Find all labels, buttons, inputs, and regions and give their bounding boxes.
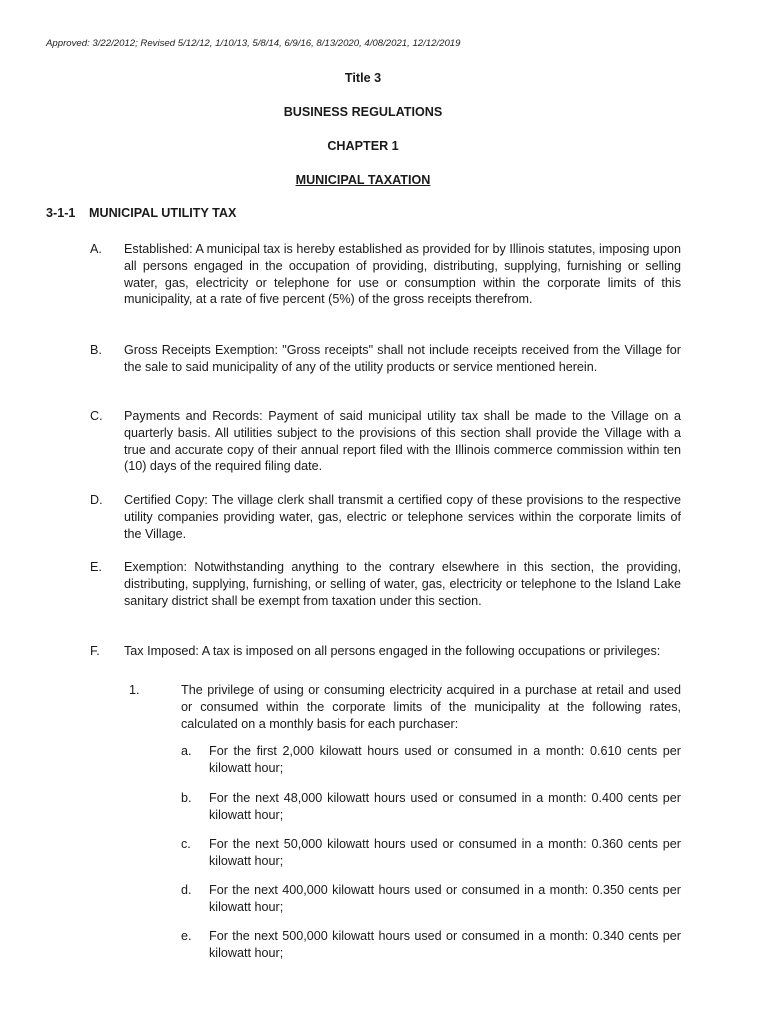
paragraph-label: D. bbox=[90, 493, 103, 507]
rate-c bbox=[181, 836, 681, 870]
paragraph-c bbox=[90, 408, 681, 475]
rate-label: c. bbox=[181, 837, 191, 851]
rate-label: b. bbox=[181, 791, 192, 805]
paragraph-label: E. bbox=[90, 560, 102, 574]
paragraph-text: Gross Receipts Exemption: "Gross receipts" shall not include receipts received from the Village for the sale to said municipality of any of the utility products or service mentioned herein. bbox=[124, 343, 681, 374]
paragraph-label: F. bbox=[90, 644, 100, 658]
rate-label: a. bbox=[181, 744, 192, 758]
paragraph-text: Tax Imposed: A tax is imposed on all persons engaged in the following occupations or privileges: bbox=[124, 644, 661, 658]
rate-text: For the first 2,000 kilowatt hours used or consumed in a month: 0.610 cents per kilowatt hour; bbox=[209, 744, 681, 775]
section-number: 3-1-1 bbox=[46, 206, 76, 220]
paragraph-text: Payments and Records: Payment of said municipal utility tax shall be made to the Village on a quarterly basis. All utilities subject to the provisions of this section shall provide the Village with a true and accurate copy of their annual report filed with the Illinois commerce commission within ten (10) days of the required filing date. bbox=[124, 409, 681, 474]
title: Title 3 bbox=[344, 71, 382, 85]
paragraph-text: Established: A municipal tax is hereby established as provided for by Illinois statutes, imposing upon all persons engaged in the occupation of providing, distributing, supplying, furnishing or selling water, gas, electricity or telephone for use or consumption within the corporate limits of this municipality, at a rate of five percent (5%) of the gross receipts therefrom. bbox=[124, 242, 681, 307]
paragraph-text: Certified Copy: The village clerk shall transmit a certified copy of these provisions to the respective utility companies providing water, gas, electric or telephone services within the corporate limits of the Village. bbox=[124, 493, 681, 541]
rate-e bbox=[181, 928, 681, 962]
paragraph-b bbox=[90, 342, 681, 376]
rate-label: e. bbox=[181, 929, 192, 943]
rate-a bbox=[181, 743, 681, 777]
paragraph-label: C. bbox=[90, 409, 103, 423]
section-title bbox=[46, 206, 236, 220]
rate-label: d. bbox=[181, 883, 192, 897]
rate-d bbox=[181, 882, 681, 916]
chapter: CHAPTER 1 bbox=[327, 139, 399, 153]
paragraph-label: B. bbox=[90, 343, 102, 357]
rate-text: For the next 48,000 kilowatt hours used or consumed in a month: 0.400 cents per kilowatt hour; bbox=[209, 791, 681, 822]
rate-b bbox=[181, 790, 681, 824]
rate-text: For the next 500,000 kilowatt hours used or consumed in a month: 0.340 cents per kilowatt hour; bbox=[209, 929, 681, 960]
paragraph-f bbox=[90, 643, 681, 660]
rate-text: For the next 50,000 kilowatt hours used or consumed in a month: 0.360 cents per kilowatt hour; bbox=[209, 837, 681, 868]
paragraph-d bbox=[90, 492, 681, 542]
paragraph-e bbox=[90, 559, 681, 609]
subtitle: BUSINESS REGULATIONS bbox=[283, 105, 443, 119]
subparagraph-1 bbox=[129, 682, 681, 732]
paragraph-label: A. bbox=[90, 242, 102, 256]
approved-line: Approved: 3/22/2012; Revised 5/12/12, 1/10/13, 5/8/14, 6/9/16, 8/13/2020, 4/08/2021, 12/12/2019 bbox=[46, 38, 461, 49]
paragraph-text: Exemption: Notwithstanding anything to the contrary elsewhere in this section, the providing, distributing, supplying, furnishing, or selling of water, gas, electricity or telephone to the Island Lake sanitary district shall be exempt from taxation under this section. bbox=[124, 560, 681, 608]
section-name: MUNICIPAL UTILITY TAX bbox=[89, 206, 237, 220]
paragraph-a bbox=[90, 241, 681, 308]
chapter-name: MUNICIPAL TAXATION bbox=[295, 173, 431, 187]
subparagraph-text: The privilege of using or consuming electricity acquired in a purchase at retail and used or consumed within the corporate limits of the municipality at the following rates, calculated on a monthly basis for each purchaser: bbox=[181, 683, 681, 731]
subparagraph-label: 1. bbox=[129, 683, 140, 697]
rate-text: For the next 400,000 kilowatt hours used or consumed in a month: 0.350 cents per kilowatt hour; bbox=[209, 883, 681, 914]
